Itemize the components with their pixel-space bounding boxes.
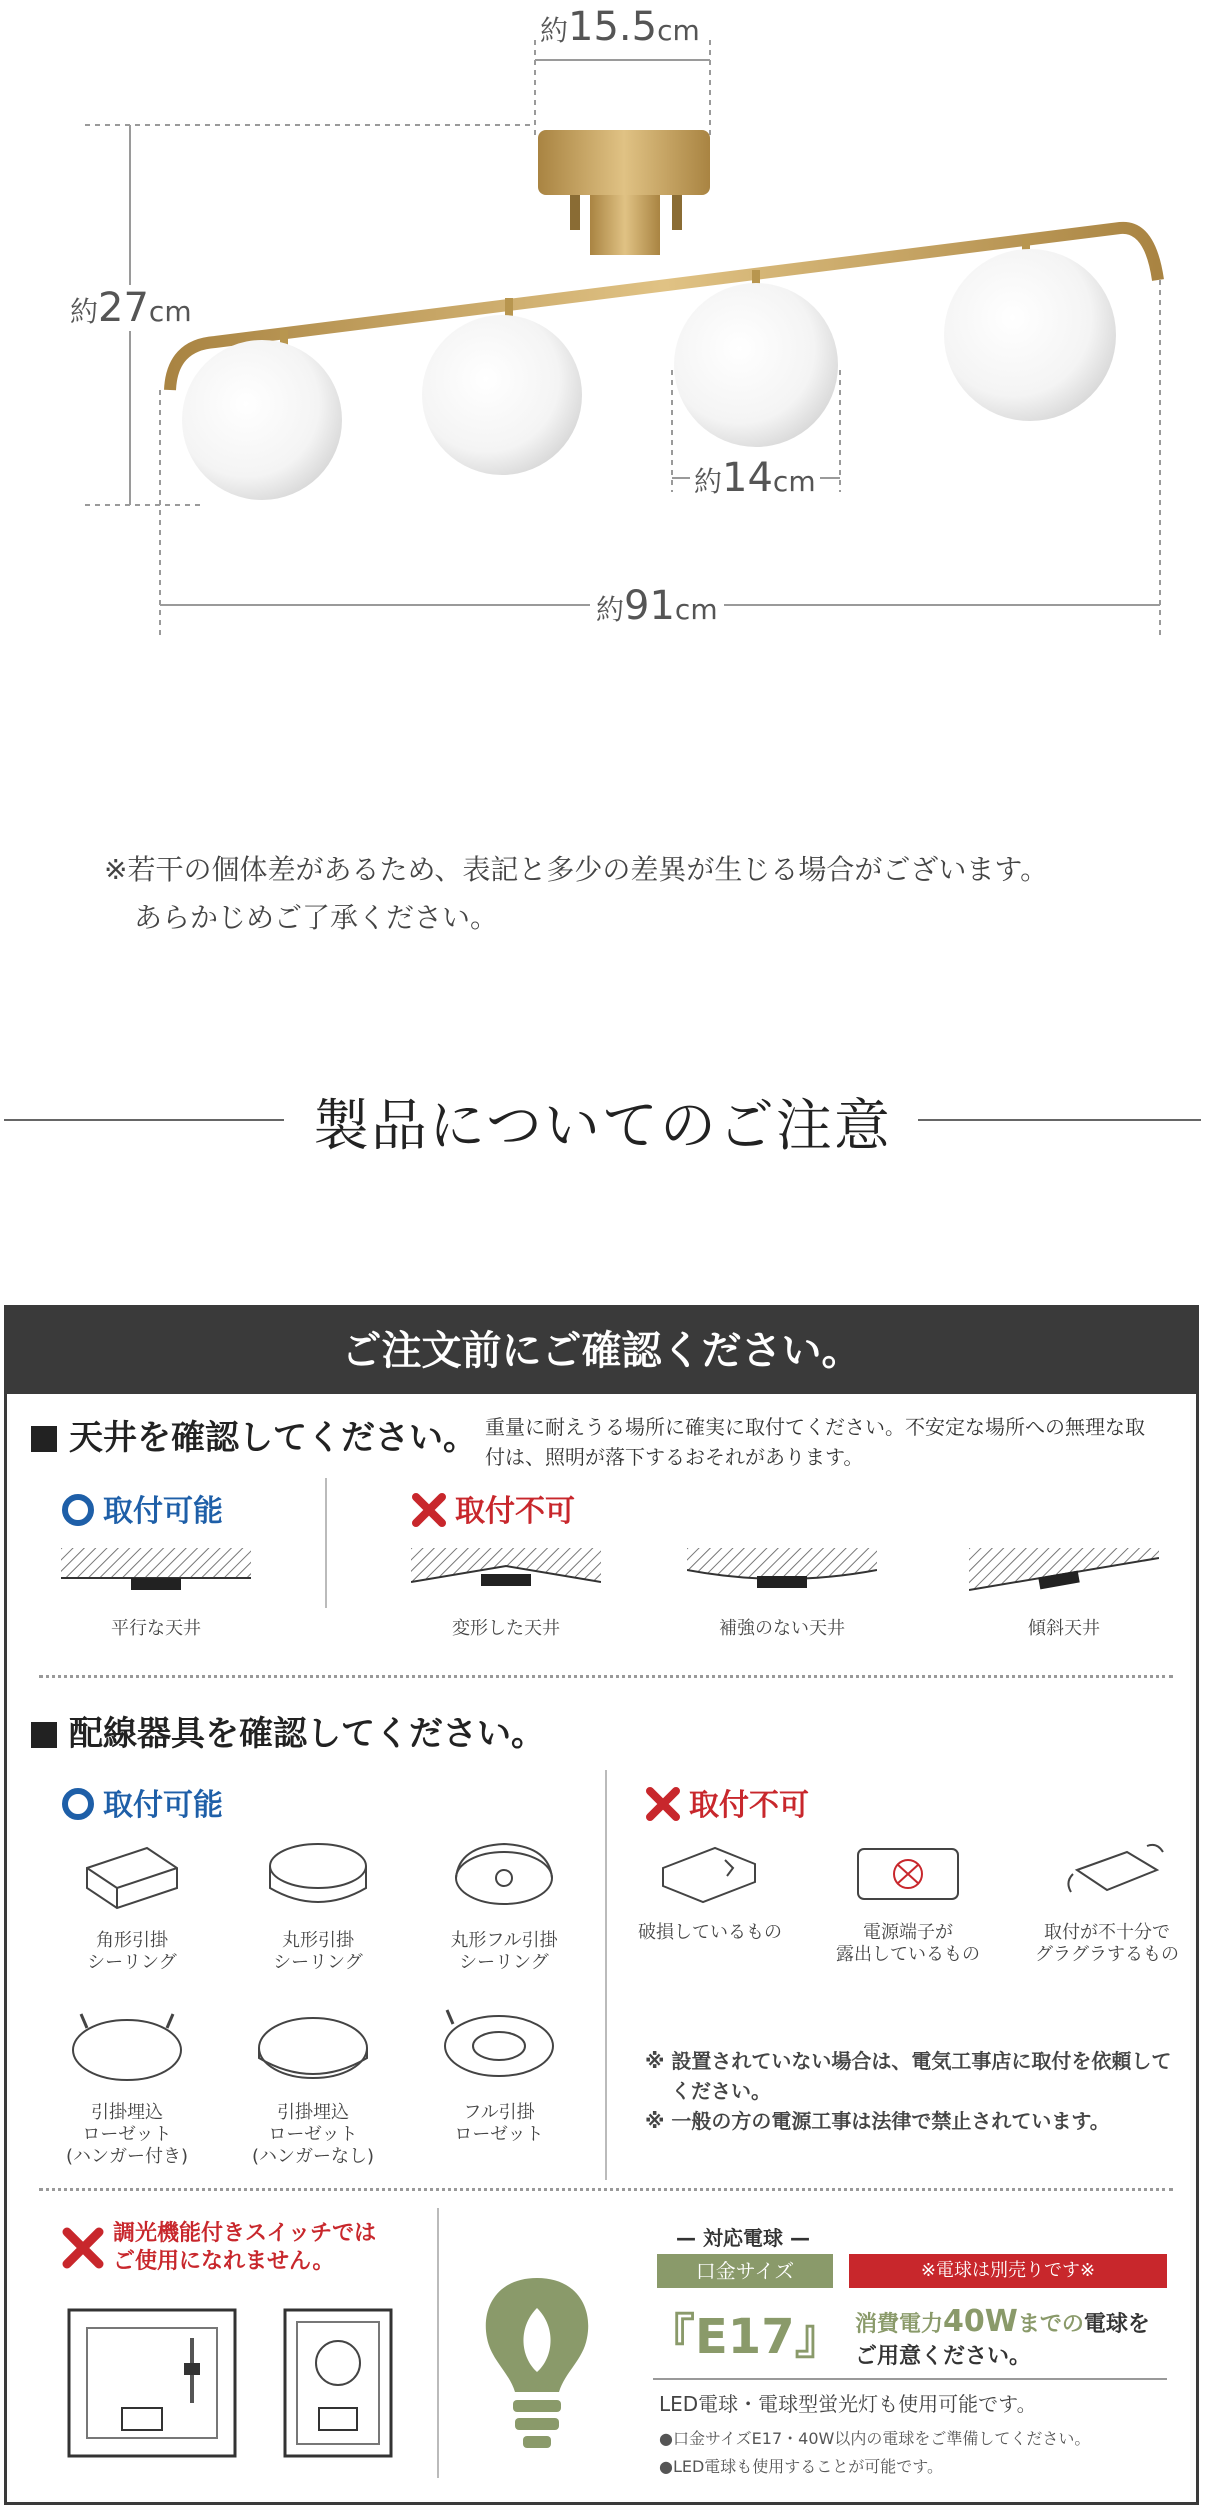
wiring-note-1: ※ 設置されていない場合は、電気工事店に取付を依頼して <box>645 2049 1172 2073</box>
ceiling-desc-line-1: 重量に耐えうる場所に確実に取付てください。不安定な場所への無理な取 <box>485 1415 1145 1439</box>
ng-caption-1: 破損しているもの <box>638 1922 782 1943</box>
ceiling-heading: 天井を確認してください。 <box>31 1410 477 1459</box>
dimmer-warning <box>61 2220 376 2276</box>
slide-dimmer-switch-icon <box>67 2308 237 2458</box>
power-info: 消費電力40Wまでの電球を ご用意ください。 <box>855 2304 1150 2369</box>
square-bullet-icon <box>31 1426 57 1452</box>
dimmer-warning-line-2: ご使用になれません。 <box>113 2249 335 2274</box>
base-size-value: 『E17』 <box>647 2309 843 2365</box>
fixture-caption-1: 角形引掛 シーリング <box>87 1930 177 1973</box>
width-dimension-label: 約15.5cm <box>540 4 700 50</box>
exposed-terminal-icon <box>853 1844 963 1904</box>
ceiling-description <box>485 1412 1185 1472</box>
fixture-caption-6: フル引掛 ローゼット <box>454 2102 544 2145</box>
wiring-note-1-cont: ください。 <box>671 2079 771 2103</box>
fixture-caption-2: 丸形引掛 シーリング <box>273 1930 363 1973</box>
length-dimension-label: 約91cm <box>590 583 724 629</box>
wiring-ng-label: 取付不可 <box>645 1780 809 1824</box>
ceiling-ng-label: 取付不可 <box>411 1486 575 1530</box>
square-hook-ceiling-icon <box>77 1838 187 1918</box>
dial-dimmer-switch-icon <box>283 2308 393 2458</box>
fixture-caption-3: 丸形フル引掛 シーリング <box>450 1930 558 1973</box>
section-divider-right <box>918 1119 1201 1121</box>
bulb-leaf-icon <box>477 2268 597 2458</box>
circle-ok-icon <box>61 1493 95 1527</box>
section-title: 製品についてのご注意 <box>313 1094 892 1159</box>
unreinforced-ceiling-illustration <box>687 1548 877 1598</box>
cross-ng-icon <box>411 1492 447 1528</box>
embedded-rosette-icon <box>253 2008 373 2088</box>
ceiling-ok-label: 取付可能 <box>61 1486 223 1530</box>
wiring-ok-label: 取付可能 <box>61 1780 223 1824</box>
bulb-bullet-1: ●口金サイズE17・40W以内の電球をご準備してください。 <box>659 2429 1091 2448</box>
section-divider-left <box>4 1119 284 1121</box>
deformed-ceiling-illustration <box>411 1548 601 1598</box>
wiring-divider <box>605 1770 607 2180</box>
fixture-caption-5: 引掛埋込 ローゼット (ハンガーなし) <box>251 2102 375 2167</box>
embedded-rosette-hanger-icon <box>67 2008 187 2088</box>
ceiling-caption-deformed: 変形した天井 <box>452 1618 560 1639</box>
disclaimer <box>104 846 1048 942</box>
disclaimer-line-2: あらかじめご了承ください。 <box>134 901 499 934</box>
bulb-bullet-2: ●LED電球も使用することが可能です。 <box>659 2457 944 2476</box>
damaged-fixture-icon <box>655 1838 765 1908</box>
bulb-underline <box>653 2378 1167 2380</box>
section-separator <box>39 2188 1173 2191</box>
sloped-ceiling-illustration <box>969 1548 1159 1598</box>
wiring-heading: 配線器具を確認してください。 <box>31 1706 545 1755</box>
ceiling-caption-sloped: 傾斜天井 <box>1028 1618 1100 1639</box>
cross-ng-icon <box>645 1786 681 1822</box>
round-hook-ceiling-icon <box>263 1836 373 1916</box>
base-size-tag: 口金サイズ <box>657 2254 833 2288</box>
wiring-notes <box>645 2046 1185 2136</box>
fixture-caption-4: 引掛埋込 ローゼット (ハンガー付き) <box>65 2102 189 2167</box>
notice-header: ご注文前にご確認ください。 <box>7 1308 1196 1394</box>
flat-ceiling-illustration <box>61 1548 251 1598</box>
notice-box <box>4 1305 1199 2505</box>
round-full-hook-ceiling-icon <box>449 1836 559 1916</box>
ceiling-desc-line-2: 付は、照明が落下するおそれがあります。 <box>485 1445 864 1469</box>
globe-dimension-label: 約14cm <box>690 455 820 501</box>
ceiling-divider <box>325 1478 327 1608</box>
cross-ng-icon <box>61 2226 105 2270</box>
sold-separately-tag: ※電球は別売りです※ <box>849 2254 1167 2288</box>
square-bullet-icon <box>31 1722 57 1748</box>
ng-caption-2: 電源端子が 露出しているもの <box>836 1922 980 1965</box>
circle-ok-icon <box>61 1787 95 1821</box>
bulb-title: — 対応電球 — <box>676 2226 810 2250</box>
led-note: LED電球・電球型蛍光灯も使用可能です。 <box>659 2392 1037 2416</box>
ng-caption-3: 取付が不十分で グラグラするもの <box>1035 1922 1179 1965</box>
ceiling-caption-unreinforced: 補強のない天井 <box>719 1618 845 1639</box>
dimmer-warning-line-1: 調光機能付きスイッチでは <box>113 2221 377 2246</box>
wiring-note-2: ※ 一般の方の電源工事は法律で禁止されています。 <box>645 2109 1110 2133</box>
section-separator <box>39 1675 1173 1678</box>
bulb-divider <box>437 2208 439 2478</box>
full-hook-rosette-icon <box>439 2004 559 2088</box>
loose-fixture-icon <box>1057 1830 1167 1910</box>
ceiling-caption-flat: 平行な天井 <box>111 1618 201 1639</box>
height-dimension-label: 約27cm <box>70 285 192 331</box>
disclaimer-line-1: ※若干の個体差があるため、表記と多少の差異が生じる場合がございます。 <box>104 853 1049 886</box>
